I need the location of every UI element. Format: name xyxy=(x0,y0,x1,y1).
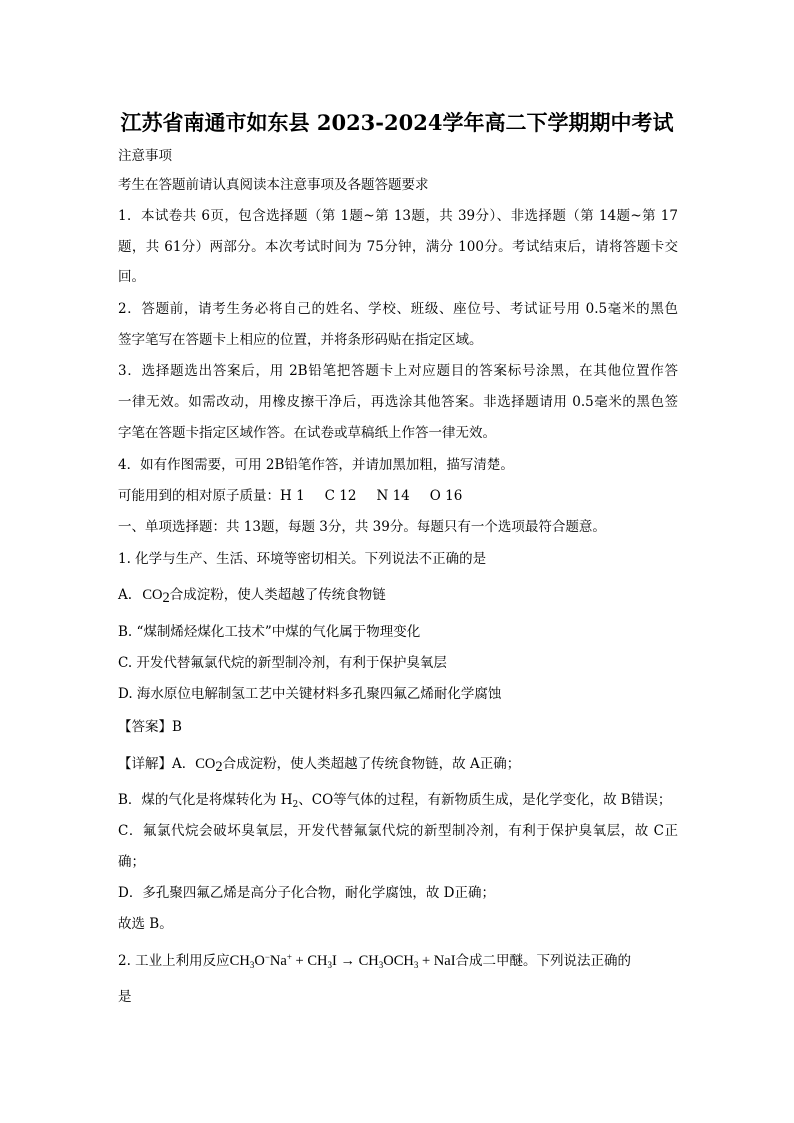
q1-detail-co: CO xyxy=(195,756,216,772)
rule-2-line-2: 签字笔写在答题卡上相应的位置，并将条形码贴在指定区域。 xyxy=(118,332,483,348)
rule-3-line-3: 字笔在答题卡指定区域作答。在试卷或草稿纸上作答一律无效。 xyxy=(118,425,496,441)
product1-och: OCH xyxy=(383,953,414,969)
rule-2-line-1: 2．答题前，请考生务必将自己的姓名、学校、班级、座位号、考试证号用 0.5毫米的黑色 xyxy=(118,301,678,317)
rule-4: 4．如有作图需要，可用 2B铅笔作答，并请加黑加粗，描写清楚。 xyxy=(118,457,514,473)
q1-detail-c-line-1: C．氟氯代烷会破坏臭氧层，开发代替氟氯代烷的新型制冷剂，有利于保护臭氧层，故 C正 xyxy=(118,823,678,839)
reactant1-na-charge: + xyxy=(286,952,292,962)
reactant2-ch: CH xyxy=(307,953,328,969)
q1-detail-b-sub: 2 xyxy=(292,800,299,810)
reactant2-i: I xyxy=(331,953,337,969)
reactant1-sub: 3 xyxy=(249,960,255,970)
q1-option-a xyxy=(118,585,678,605)
q2-reaction xyxy=(230,953,456,969)
atomic-mass-n: N 14 xyxy=(376,488,410,504)
q1-option-a-co: CO xyxy=(142,587,163,603)
q2-stem-post: 合成二甲醚。下列说法正确的 xyxy=(455,953,632,969)
plus-sign-2: + xyxy=(418,953,434,969)
atomic-mass-c: C 12 xyxy=(324,488,357,504)
q1-detail-a-text: 合成淀粉，使人类超越了传统食物链，故 A正确； xyxy=(222,756,521,772)
reactant1-na: Na xyxy=(269,953,287,969)
q2-stem xyxy=(118,951,678,971)
q1-option-b: B. “煤制烯烃煤化工技术”中煤的气化属于物理变化 xyxy=(118,624,421,640)
atomic-mass-line xyxy=(118,486,678,506)
atomic-mass-label: 可能用到的相对原子质量： xyxy=(118,488,280,504)
q1-option-a-prefix: A. xyxy=(118,587,133,603)
reactant2-sub: 3 xyxy=(327,960,332,970)
q1-option-d: D. 海水原位电解制氢工艺中关键材料多孔聚四氟乙烯耐化学腐蚀 xyxy=(118,686,502,702)
rule-1-line-1: 1．本试卷共 6页，包含选择题（第 1题~第 13题，共 39分）、非选择题（第 14题~第 17 xyxy=(118,208,678,224)
rule-1-line-3: 回。 xyxy=(118,269,145,285)
q1-detail-d: D．多孔聚四氟乙烯是高分子化合物，耐化学腐蚀，故 D正确； xyxy=(118,885,495,901)
reactant1-o: O xyxy=(254,953,265,969)
q1-detail-a xyxy=(118,754,678,774)
notice-heading: 注意事项 xyxy=(118,148,172,164)
q1-detail-b-pre: B．煤的气化是将煤转化为 H xyxy=(118,792,293,808)
plus-sign-1: + xyxy=(291,953,308,969)
q1-detail-b-post: 、CO等气体的过程，有新物质生成，是化学变化，故 B错误； xyxy=(298,792,672,808)
q1-detail-label: 【详解】A． xyxy=(118,756,196,772)
product2-nai: NaI xyxy=(433,953,456,969)
reactant1-ch: CH xyxy=(229,953,250,969)
atomic-mass-h: H 1 xyxy=(280,488,305,504)
section-heading: 一、单项选择题：共 13题，每题 3分，共 39分。每题只有一个选项最符合题意。 xyxy=(118,519,606,535)
rule-3-line-1: 3．选择题选出答案后，用 2B铅笔把答题卡上对应题目的答案标号涂黑，在其他位置作答 xyxy=(118,363,678,379)
page-title: 江苏省南通市如东县 2023-2024学年高二下学期期中考试 xyxy=(120,110,674,135)
q1-option-a-sub: 2 xyxy=(162,590,170,606)
rule-3-line-2: 一律无效。如需改动，用橡皮擦干净后，再选涂其他答案。非选择题请用 0.5毫米的黑色签 xyxy=(118,394,678,410)
q2-stem-line-2: 是 xyxy=(118,989,132,1005)
reaction-arrow: → xyxy=(336,953,359,969)
q1-option-a-text: 合成淀粉，使人类超越了传统食物链 xyxy=(169,587,386,603)
product1-sub-1: 3 xyxy=(378,960,384,970)
q1-detail-sub: 2 xyxy=(215,759,223,775)
notice-intro: 考生在答题前请认真阅读本注意事项及各题答题要求 xyxy=(118,177,429,193)
q1-detail-c-line-2: 确； xyxy=(118,854,145,870)
q1-stem: 1. 化学与生产、生活、环境等密切相关。下列说法不正确的是 xyxy=(118,551,487,567)
q2-stem-pre: 2. 工业上利用反应 xyxy=(118,953,230,969)
rule-1-line-2: 题，共 61分）两部分。本次考试时间为 75分钟，满分 100分。考试结束后，请将答题卡交 xyxy=(118,239,678,255)
reactant1-o-charge: − xyxy=(264,952,270,962)
q1-option-c: C. 开发代替氟氯代烷的新型制冷剂，有利于保护臭氧层 xyxy=(118,655,447,671)
q1-detail-b xyxy=(118,790,678,810)
q1-conclusion: 故选 B。 xyxy=(118,916,173,932)
product1-ch: CH xyxy=(358,953,379,969)
product1-sub-2: 3 xyxy=(413,960,419,970)
q1-answer: 【答案】B xyxy=(118,719,182,735)
atomic-mass-o: O 16 xyxy=(429,488,463,504)
